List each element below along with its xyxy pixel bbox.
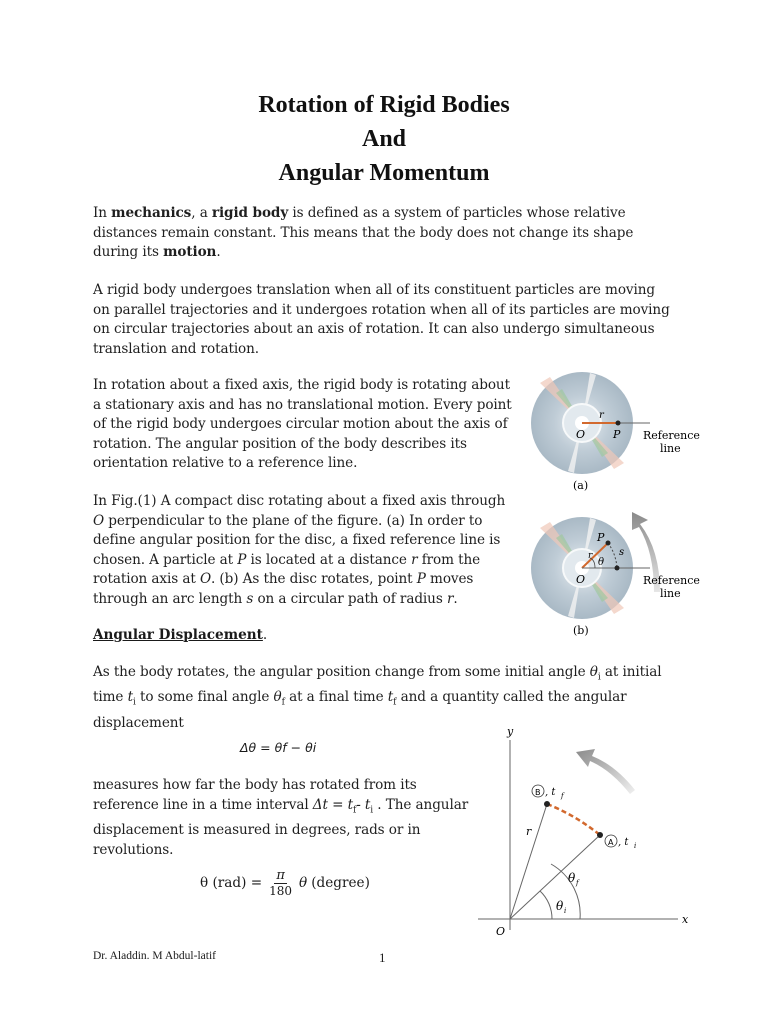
text: As the body rotates, the angular position change from some initial angle xyxy=(93,664,590,680)
text: on a circular path of radius xyxy=(253,590,447,607)
text: measures how far the body has rotated from its reference line in a time interval xyxy=(93,777,417,813)
bold-term-motion: motion xyxy=(163,244,217,261)
var: O xyxy=(199,571,211,588)
label-reference: Reference xyxy=(643,574,700,587)
fraction-denominator: 180 xyxy=(269,884,293,898)
text: . xyxy=(216,244,221,261)
text: . xyxy=(453,590,458,607)
var: P xyxy=(416,571,426,588)
label-reference: Reference xyxy=(643,429,700,442)
title-line-1: Rotation of Rigid Bodies xyxy=(258,92,510,118)
equation-rad-degree xyxy=(200,868,370,898)
text: at initial time xyxy=(93,664,662,706)
var: t xyxy=(127,689,133,706)
var: θ xyxy=(273,689,282,706)
heading-suffix: . xyxy=(262,627,268,643)
label-line: line xyxy=(660,442,681,455)
label-theta: θ xyxy=(598,557,605,568)
label-x: x xyxy=(682,913,689,926)
heading-text: Angular Displacement xyxy=(93,627,263,643)
label-ti: , t xyxy=(618,837,629,848)
var: s xyxy=(246,590,254,607)
sub: i xyxy=(132,698,136,709)
sub: f xyxy=(393,698,397,709)
text: In Fig.(1) A compact disc rotating about a fixed axis through xyxy=(93,493,506,509)
eq-rhs: (degree) xyxy=(311,875,370,891)
label-theta-f-sub: f xyxy=(576,879,579,887)
text: to some final angle xyxy=(135,689,274,706)
paragraph-translation-rotation: A rigid body undergoes translation when all of its constituent particles are moving on parallel trajectories and it undergoes rotation when all of its particles are moving on circular trajectories about an axis of rotation. It can also undergo simultaneous translation and rotation. xyxy=(93,282,670,357)
label-r: r xyxy=(599,410,604,421)
figure-angular-position-axes xyxy=(470,720,700,940)
title-line-2: And xyxy=(361,126,407,152)
fraction-numerator: π xyxy=(276,868,285,883)
text: . (b) As the disc rotates, point xyxy=(210,571,417,588)
label-O: O xyxy=(576,573,586,586)
eq-lhs: θ (rad) = xyxy=(200,875,263,891)
paragraph-figure-description xyxy=(93,492,513,610)
bold-term-rigid-body: rigid body xyxy=(211,205,289,221)
caption-a: (a) xyxy=(573,479,589,492)
text: from the rotation axis at xyxy=(93,551,481,588)
paragraph-fixed-axis: In rotation about a fixed axis, the rigid body is rotating about a stationary axis and has no translational motion. Every point of the rigid body undergoes circular motion about the axis of rotation. The angular position of the body describes its orientation relative to a reference line. xyxy=(93,377,512,472)
var: t xyxy=(387,689,394,706)
var: θ xyxy=(589,664,598,680)
label-O: O xyxy=(576,428,586,441)
equation-angular-displacement: Δθ = θf − θi xyxy=(240,740,317,755)
text: moves through an arc length xyxy=(93,571,474,607)
figure-disc-b xyxy=(520,500,710,645)
label-y: y xyxy=(507,725,514,738)
label-s: s xyxy=(619,547,625,558)
label-tf: , t xyxy=(545,787,556,798)
sub: i xyxy=(370,805,374,816)
var: r xyxy=(446,590,454,607)
var: P xyxy=(237,551,247,568)
page-title xyxy=(0,88,768,190)
paragraph-definition xyxy=(93,204,653,263)
footer-author: Dr. Aladdin. M Abdul-latif xyxy=(93,950,216,962)
eq-var: θ xyxy=(299,875,308,891)
text: . The angular displacement is measured in degrees, rads or in revolutions. xyxy=(93,796,469,858)
text: , a xyxy=(191,205,212,221)
label-tf-sub: f xyxy=(561,792,564,800)
text: is defined as a system of particles whose relative distances remain constant. This means that the body does not change its shape during its xyxy=(93,205,634,261)
figure-disc-a xyxy=(520,365,710,500)
sub: f xyxy=(352,805,357,816)
paragraph-measure xyxy=(93,776,473,860)
label-theta-i-sub: i xyxy=(564,907,567,915)
text: is located at a distance xyxy=(246,551,412,568)
label-r: r xyxy=(526,825,532,838)
sub: f xyxy=(281,698,285,709)
var: Δt = t xyxy=(312,796,353,813)
bold-term-mechanics: mechanics xyxy=(111,205,192,221)
text: at a final time xyxy=(284,689,388,706)
text: In xyxy=(93,205,112,221)
label-B: B xyxy=(535,788,541,797)
label-line: line xyxy=(660,587,681,600)
label-theta-f: θ xyxy=(568,871,576,885)
label-r: r xyxy=(588,551,593,561)
label-theta-i: θ xyxy=(556,899,564,913)
title-line-3: Angular Momentum xyxy=(278,160,490,186)
var: O xyxy=(93,512,105,529)
text: perpendicular to the plane of the figure. (a) In order to define angular position for the disc, a fixed reference line is chosen. A particle at xyxy=(93,512,501,568)
section-heading xyxy=(93,627,267,643)
fraction xyxy=(269,868,292,898)
arc-dashed xyxy=(547,804,600,835)
var: r xyxy=(411,551,418,568)
page-number: 1 xyxy=(379,950,386,965)
label-P: P xyxy=(597,531,605,544)
label-O: O xyxy=(496,925,506,938)
label-ti-sub: i xyxy=(634,842,637,850)
var: - t xyxy=(356,796,371,813)
text: and a quantity called the angular displacement xyxy=(93,689,627,731)
rotation-arrow-icon xyxy=(576,749,635,794)
caption-b: (b) xyxy=(573,624,589,637)
sub: i xyxy=(597,672,601,683)
label-P: P xyxy=(613,428,621,441)
label-A: A xyxy=(608,838,614,847)
